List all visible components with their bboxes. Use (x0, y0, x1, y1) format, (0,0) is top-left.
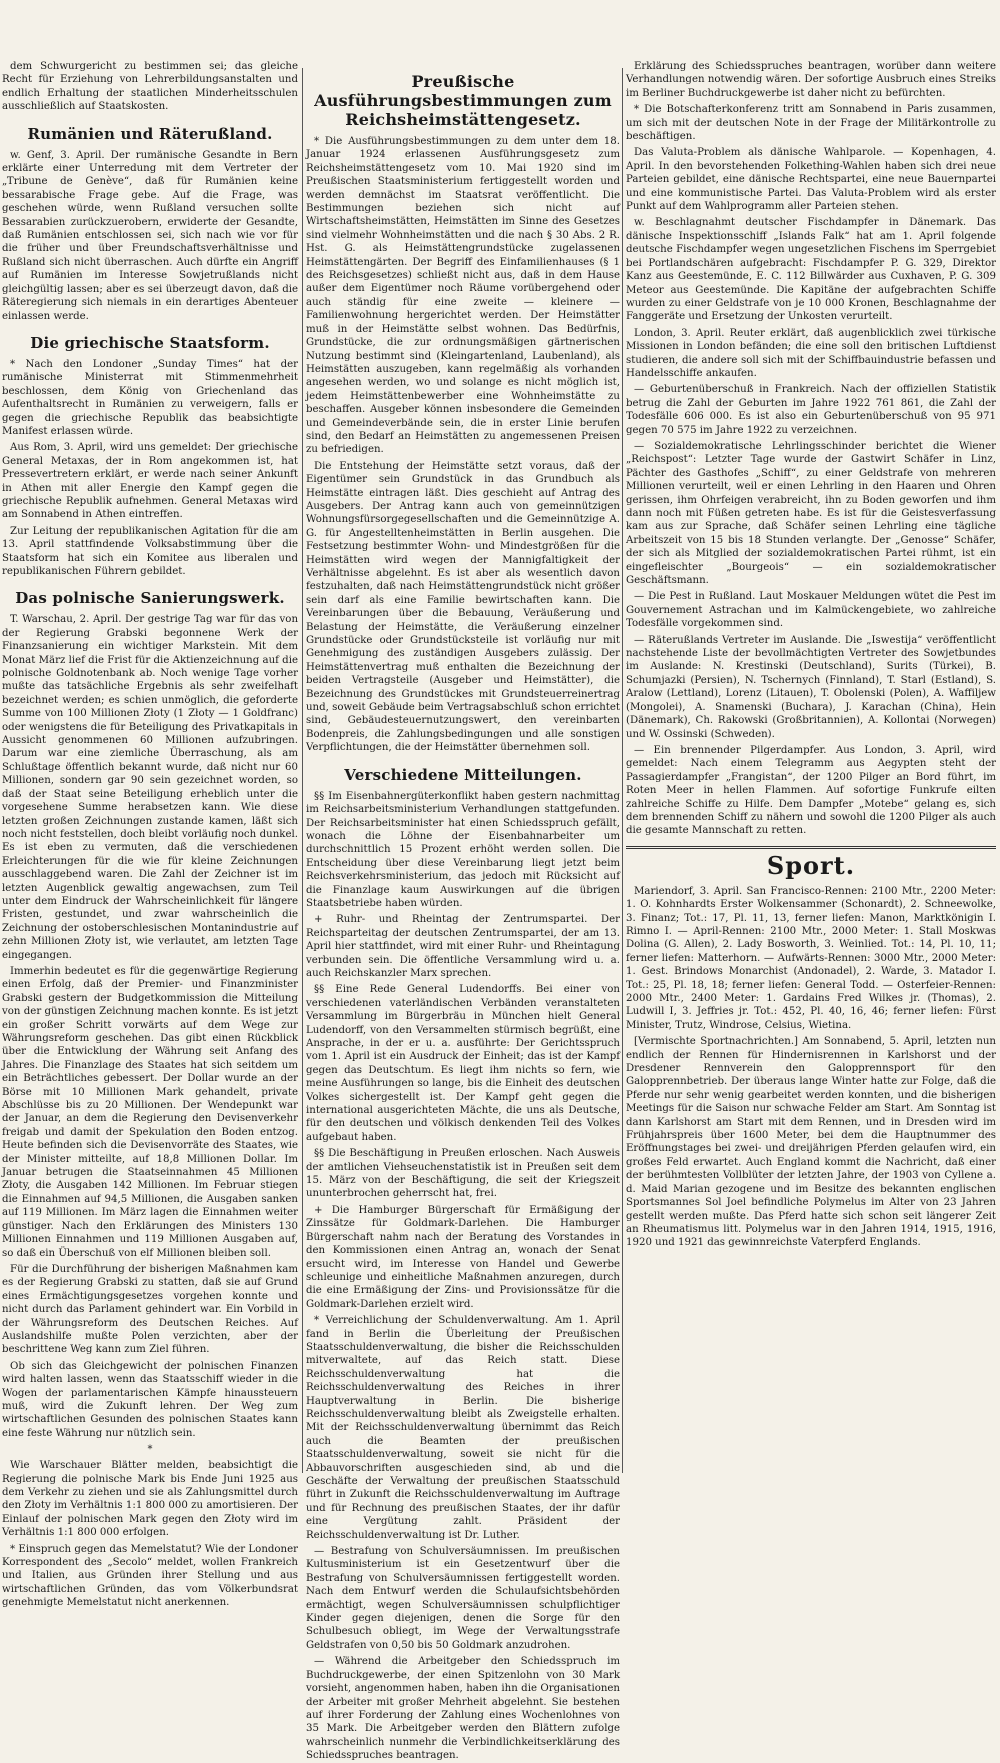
article-paragraph: Mariendorf, 3. April. San Francisco-Rennen: 2100 Mtr., 2200 Meter: 1. O. Kohnhardts Erster Wolkensammer (Schonardt), 2. Schneewolke, 3. Finanz; Tot.: 17, Pl. 11, 13, ferner liefen: Manon, Marktkönigin I. Rimno I. — April-Rennen: 2100 Mtr., 2000 Meter: 1. Stall Moskwas Dolina (G. Allen), 2. Lady Bosworth, 3. Weinlied. Tot.: 14, Pl. 10, 11; ferner liefen: Matterhorn. — Aufwärts-Rennen: 3000 Mtr., 2000 Meter: 1. Gest. Brindows Monarchist (Andonadel), 2. Warde, 3. Matador I. Tot.: 25, Pl. 18, 18; ferner liefen: General Todd. — Osterfeier-Rennen: 2000 Mtr., 2400 Meter: 1. Gardains Fred Wilkes jr. (Thomas), 2. Ludwill I, 3. Jeffries jr. Tot.: 452, Pl. 40, 16, 46; ferner liefen: Fürst Minister, Trutz, Windrose, Celsius, Wietina. (626, 885, 996, 1031)
article-paragraph: Aus Rom, 3. April, wird uns gemeldet: Der griechische General Metaxas, der in Rom angekommen ist, hat Pressevertretern erklärt, er werde nach seiner Ankunft in Athen mit aller Energie den Kampf gegen die griechische Republik aufnehmen. General Metaxas wird am Sonnabend in Athen eintreffen. (2, 442, 298, 521)
article-paragraph: Erklärung des Schiedsspruches beantragen, worüber dann weitere Verhandlungen notwendig wären. Der sofortige Ausbruch eines Streiks im Berliner Buchdruckgewerbe ist daher nicht zu befürchten. (626, 61, 996, 99)
article-paragraph: §§ Die Beschäftigung in Preußen erloschen. Nach Ausweis der amtlichen Viehseuchenstatistik ist in Preußen seit dem 15. März von der Beschäftigung, die seit der Kriegszeit ununterbrochen geherrscht hat, frei. (306, 1148, 620, 1200)
article-paragraph: Wie Warschauer Blätter melden, beabsichtigt die Regierung die polnische Mark bis Ende Juni 1925 aus dem Verkehr zu ziehen und sie als Zahlungsmittel durch den Złoty im Verhältnis 1:1 800 000 zu amortisieren. Der Einlauf der polnischen Mark gegen den Złoty wird im Verhältnis 1:1 800 000 erfolgen. (2, 1460, 298, 1539)
article-paragraph: London, 3. April. Reuter erklärt, daß augenblicklich zwei türkische Missionen in London befänden; die eine soll den britischen Luftdienst studieren, die andere soll sich mit der Schiffbauindustrie befassen und Handelsschiffe ankaufen. (626, 327, 996, 379)
article-paragraph: w. Genf, 3. April. Der rumänische Gesandte in Bern erklärte einer Unterredung mit dem Vertreter der „Tribune de Genève“, daß für Rumänien keine bessarabische Frage gebe. Auf die Frage, was geschehen würde, wenn Rußland versuchen sollte Bessarabien zurückzuerobern, erwiderte der Gesandte, daß Rumänien entschlossen sei, sich nach wie vor für die früher und über Freundschaftsverhältnisse und Rußland sich nicht überraschen. Auch dürfte ein Angriff auf Rumänien im Interesse Sowjetrußlands nicht gleichgültig lassen; aber es sei überzeugt davon, daß die Räteregierung sich niemals in ein derartiges Abenteuer einlassen werde. (2, 149, 298, 322)
article-paragraph: — Während die Arbeitgeber den Schiedsspruch im Buchdruckgewerbe, der einen Spitzenlohn von 30 Mark vorsieht, angenommen haben, haben ihn die Organisationen der Arbeiter mit großer Mehrheit abgelehnt. Sie bestehen auf ihrer Forderung der Zahlung eines Wochenlohnes von 35 Mark. Die Arbeitgeber werden den Blättern zufolge wahrscheinlich nunmehr die Verbindlichkeitserklärung des Schiedsspruches beantragen. (306, 1656, 620, 1762)
article-paragraph: Das Valuta-Problem als dänische Wahlparole. — Kopenhagen, 4. April. In den bevorstehenden Folkething-Wahlen haben sich drei neue Parteien gebildet, eine dänische Rechtspartei, eine neue Bauernpartei und eine kommunistische Partei. Das Valuta-Problem wird als erster Punkt auf dem Wahlprogramm aller Parteien stehen. (626, 147, 996, 213)
article-paragraph: — Geburtenüberschuß in Frankreich. Nach der offiziellen Statistik betrug die Zahl der Geburten im Jahre 1922 761 861, die Zahl der Todesfälle 606 000. Es ist also ein Geburtenüberschuß von 95 971 gegen 70 575 im Jahre 1922 zu verzeichnen. (626, 384, 996, 436)
article-paragraph: [Vermischte Sportnachrichten.] Am Sonnabend, 5. April, letzten nun endlich der Rennen für Hindernisrennen in Karlshorst und der Dresdener Rennverein den Galopprennsport für den Galopprennbetrieb. Der überaus lange Winter hatte zur Folge, daß die Pferde nur sehr wenig gearbeitet werden konnten, und die bisherigen Meetings für die Saison nur schwache Felder am Start. Am Sonntag ist dann Karlshorst am Start mit dem Rennen, und in Dresden wird im Frühjahrspreis über 1600 Meter, bei dem die Hauptnummer des Eröffnungstages bei zwei- und dreijährigen Pferden gelaufen wird, ein großes Feld erwartet. Auch England kommt die Nachricht, daß einer der berühmtesten Vollblüter der letzten Jahre, der 1903 von Cyllene a. d. Maid Marian gezogene und im Besitze des bekannten englischen Sportsmannes Sol Joel befindliche Polymelus im Alter von 23 Jahren gestellt werden mußte. Das Pferd hatte sich schon seit längerer Zeit an Rheumatismus litt. Polymelus war in den Jahren 1914, 1915, 1916, 1920 und 1921 das gewinnreichste Vaterpferd Englands. (626, 1036, 996, 1249)
column-right (626, 60, 996, 1483)
article-headline: Das polnische Sanierungswerk. (15, 589, 285, 608)
article-paragraph: * Einspruch gegen das Memelstatut? Wie der Londoner Korrespondent des „Secolo“ meldet, wollen Frankreich und Italien, aus Gründen ihrer Stellung und aus wirtschaftlichen Gründen, das vom Völkerbundsrat genehmigte Memelstatut nicht anerkennen. (2, 1543, 298, 1609)
article-paragraph: T. Warschau, 2. April. Der gestrige Tag war für das von der Regierung Grabski begonnene Werk der Finanzsanierung ein wichtiger Markstein. Mit dem Monat März lief die Frist für die Aktienzeichnung auf die polnische Goldnotenbank ab. Noch wenige Tage vorher mußte das tatsächliche Ergebnis als sehr zweifelhaft bezeichnet werden; es schien unmöglich, die geforderte Summe von 100 Millionen Złoty (1 Złoty — 1 Goldfranc) oder wenigstens die für Beteiligung des Privatkapitals in Aussicht genommenen 60 Millionen aufzubringen. Darum war eine ziemliche Überraschung, als am Schlußtage öffentlich bekannt wurde, daß nicht nur 60 Millionen, sondern gar 90 sein gezeichnet worden, so daß der Staat seine Beteiligung erheblich unter die vorgesehene Summe herabsetzen kann. Wie diese letzten großen Zeichnungen zustande kamen, läßt sich noch nicht feststellen, doch bleibt vorläufig noch dunkel. Es ist eben zu vermuten, daß die verschiedenen Erleichterungen für die wie für kleine Zeichnungen ausschlaggebend waren. Die Zahl der Zeichner ist im letzten Augenblick gewaltig angewachsen, zum Teil unter dem Eindruck der Wahrscheinlichkeit für längere Fristen, gestundet, und zwar wahrscheinlich die Zeichnung der ostoberschlesischen Montanindustrie auf zehn Millionen Złoty ist, wie verlautet, am letzten Tage eingegangen. (2, 614, 298, 961)
article-paragraph: Für die Durchführung der bisherigen Maßnahmen kam es der Regierung Grabski zu statten, daß sie auf Grund eines Ermächtigungsgesetzes vorgehen konnte und nicht durch das Parlament gehindert war. Ein Vorbild in der Währungsreform des Deutschen Reiches. Auf Auslandshilfe mußte Polen verzichten, aber der beschrittene Weg kann zum Ziel führen. (2, 1263, 298, 1356)
article-paragraph: Immerhin bedeutet es für die gegenwärtige Regierung einen Erfolg, daß der Premier- und Finanzminister Grabski gestern der Budgetkommission die Mitteilung von der günstigen Zeichnung machen konnte. Es ist jetzt ein großer Schritt vorwärts auf dem Wege zur Währungsreform geschehen. Das gibt einen Rückblick über die Entwicklung der Währung seit Anfang des Jahres. Die Finanzlage des Staates hat sich seitdem um ein Beträchtliches gebessert. Der Dollar wurde an der Börse mit 10 Millionen Mark gehandelt, private Abschlüsse bis zu 20 Millionen. Der Wendepunkt war der Januar, an dem die Regierung den Devisenverkehr freigab und damit der Spekulation den Boden entzog. Heute befinden sich die Devisenvorräte des Staates, wie der Minister mitteilte, auf 18,8 Millionen Dollar. Im Januar betrugen die Staatseinnahmen 45 Millionen Złoty, die Ausgaben 142 Millionen. Im Februar stiegen die Einnahmen auf 94,5 Millionen, die Ausgaben sanken auf 119 Millionen. Im März lagen die Einnahmen weiter günstiger. Nach den Erklärungen des Ministers 130 Millionen Einnahmen und 119 Millionen Ausgaben auf, so daß ein Überschuß von elf Millionen bleiben soll. (2, 965, 298, 1259)
section-title-sport: Sport. (766, 850, 856, 880)
article-paragraph: w. Beschlagnahmt deutscher Fischdampfer in Dänemark. Das dänische Inspektionsschiff „Islands Falk“ hat am 1. April folgende deutsche Fischdampfer wegen ungesetzlichen Fischens im Sperrgebiet bei Portlandschären aufgebracht: Fischdampfer P. G. 329, Direktor Kanz aus Geestemünde, E. C. 112 Billwärder aus Cuxhaven, P. G. 309 Meteor aus Geestemünde. Die Kapitäne der aufgebrachten Schiffe wurden zu einer Geldstrafe von je 10 000 Kronen, Beschlagnahme der Fanggeräte und Ersetzung der Unkosten verurteilt. (626, 217, 996, 323)
article-paragraph: §§ Eine Rede General Ludendorffs. Bei einer von verschiedenen vaterländischen Verbänden veranstalteten Versammlung im Bürgerbräu in München hielt General Ludendorff, von den Versammelten stürmisch begrüßt, eine Ansprache, in der er u. a. ausführte: Der Gerichtsspruch vom 1. April ist ein Ausdruck der Einheit; das ist der Kampf gegen das Deutschtum. Es liegt ihm nichts so fern, wie meine Ausführungen so lange, bis die Einheit des deutschen Volkes sichergestellt ist. Der Kampf geht gegen die international ausgerichteten Mächte, die uns als Deutsche, für den deutschen und völkisch denkenden Teil des Volkes aufgebaut haben. (306, 984, 620, 1143)
article-paragraph: — Bestrafung von Schulversäumnissen. Im preußischen Kultusministerium ist ein Gesetzentwurf über die Bestrafung von Schulversäumnissen fertiggestellt worden. Nach dem Entwurf werden die Schulaufsichtsbehörden ermächtigt, wegen Schulversäumnissen schulpflichtiger Kinder gegen diejenigen, denen die Sorge für den Schulbesuch obliegt, im Wege der Verwaltungsstrafe Geldstrafen von 0,50 bis 50 Goldmark anzudrohen. (306, 1546, 620, 1651)
article-headline: Die griechische Staatsform. (30, 333, 270, 352)
article-headline: Verschiedene Mitteilungen. (344, 765, 582, 784)
article-paragraph: — Ein brennender Pilgerdampfer. Aus London, 3. April, wird gemeldet: Nach einem Telegramm aus Aegypten steht der Passagierdampfer „Frangistan“, der 1200 Pilger an Bord führt, im Roten Meer in hellen Flammen. Auf sofortige Funkrufe eilten zahlreiche Schiffe zu Hilfe. Dem Dampfer „Motebe“ gelang es, sich dem brennenden Schiff zu nähern und sowohl die 1200 Pilger als auch die gesamte Mannschaft zu retten. (626, 744, 996, 837)
article-paragraph: — Sozialdemokratische Lehrlingsschinder berichtet die Wiener „Reichspost“: Letzter Tage wurde der Gastwirt Schäfer in Linz, Pächter des Gasthofes „Schiff“, zu einer Geldstrafe von mehreren Millionen verurteilt, weil er einen Lehrling in den Haaren und Ohren gerissen, ihm Ohrfeigen verabreicht, ihn zu Boden geworfen und ihm dann noch mit Füßen getreten habe. Es ist für die Geistesverfassung kam aus zur Sprache, daß Schäfer seinen Lehrling eine tägliche Arbeitszeit von 15 bis 18 Stunden verlangte. Der „Genosse“ Schäfer, der sich als Mitglied der sozialdemokratischen Partei rühmt, ist ein eingefleischter „Bourgeois“ — ein sozialdemokratischer Geschäftsmann. (626, 440, 996, 587)
article-paragraph: * Die Ausführungsbestimmungen zu dem unter dem 18. Januar 1924 erlassenen Ausführungsgesetz zum Reichsheimstättengesetz vom 10. Mai 1920 sind im Preußischen Staatsministerium fertiggestellt worden und werden demnächst im Staatsrat veröffentlicht. Die Bestimmungen beziehen sich nicht auf Wirtschaftsheimstätten, Heimstätten im Sinne des Gesetzes sind vielmehr Wohnheimstätten und die nach § 30 Abs. 2 R. Hst. G. als Heimstättengrundstücke zugelassenen Heimstättengärten. Der Begriff des Einfamilienhauses (§ 1 des Reichsgesetzes) schließt nicht aus, daß in dem Hause außer dem Eigentümer noch Räume vorübergehend oder auch ständig für eine zweite — kleinere — Familienwohnung hergerichtet werden. Der Heimstätter muß in der Heimstätte selbst wohnen. Das Bedürfnis, Grundstücke, die zur ordnungsmäßigen gärtnerischen Nutzung bestimmt sind (Kleingartenland, Laubenland), als Heimstätten auszugeben, kann regelmäßig als vorhanden angesehen werden, wo und solange es nicht möglich ist, jedem Heimstättenbewerber eine Wohnheimstätte zu beschaffen. Ausgeber können insbesondere die Gemeinden und Gemeindeverbände sein, die in erster Linie berufen sind, den Bedarf an Heimstätten zu angemessenen Preisen zu befriedigen. (306, 136, 620, 456)
article-paragraph: + Die Hamburger Bürgerschaft für Ermäßigung der Zinssätze für Goldmark-Darlehen. Die Hamburger Bürgerschaft nahm nach der Beratung des Vorstandes in den Kommissionen einen Antrag an, wonach der Senat ersucht wird, im Interesse von Handel und Gewerbe schleunige und einheitliche Maßnahmen anzuregen, durch die eine Ermäßigung der Zins- und Provisionssätze für die Goldmark-Darlehen erzielt wird. (306, 1204, 620, 1310)
article-paragraph: — Die Pest in Rußland. Laut Moskauer Meldungen wütet die Pest im Gouvernement Astrachan und im Kalmückengebiete, wo zahlreiche Todesfälle vorgekommen sind. (626, 591, 996, 630)
column-divider (302, 68, 303, 1473)
article-paragraph: §§ Im Eisenbahnergüterkonflikt haben gestern nachmittag im Reichsarbeitsministerium Verhandlungen stattgefunden. Der Reichsarbeitsminister hat einen Schiedsspruch gefällt, wonach die Löhne der Eisenbahnarbeiter um durchschnittlich 15 Prozent erhöht werden sollen. Die Entscheidung über diese Vereinbarung liegt jetzt beim Reichsverkehrsministerium, das jedoch mit Rücksicht auf die Finanzlage kaum Auswirkungen auf die übrigen Staatsbetriebe haben würden. (306, 790, 620, 909)
article-paragraph: — Räterußlands Vertreter im Auslande. Die „Iswestija“ veröffentlicht nachstehende Liste der bevollmächtigten Vertreter des Sowjetbundes im Auslande: N. Krestinski (Deutschland), Surits (Türkei), B. Schumjazki (Persien), N. Tschernych (Finnland), T. Starl (Estland), S. Aralow (Lettland), Lorenz (Litauen), T. Obolenski (Polen), A. Waffiljew (Mongolei), A. Snamenski (Buchara), J. Karachan (China), Hein (Dänemark), Ch. Rakowski (Großbritannien), A. Kollontai (Norwegen) und W. Ossinski (Schweden). (626, 634, 996, 740)
article-paragraph: Ob sich das Gleichgewicht der polnischen Finanzen wird halten lassen, wenn das Staatsschiff wieder in die Wogen der parlamentarischen Kämpfe hinaussteuern muß, wird die Zukunft lehren. Der Weg zum wirtschaftlichen Gesunden des polnischen Staates kann eine feste Währung nur nützlich sein. (2, 1360, 298, 1439)
article-paragraph: + Ruhr- und Rheintag der Zentrumspartei. Der Reichsparteitag der deutschen Zentrumspartei, der am 13. April hier stattfindet, wird mit einer Ruhr- und Rheintagung verbunden sein. Die öffentliche Versammlung wird u. a. auch Reichskanzler Marx sprechen. (306, 914, 620, 979)
article-paragraph: Die Entstehung der Heimstätte setzt voraus, daß der Eigentümer sein Grundstück in das Grundbuch als Heimstätte eintragen läßt. Dies geschieht auf Antrag des Ausgebers. Der Antrag kann auch von gemeinnützigen Wohnungsfürsorgegesellschaften und die Gemeinnützige A. G. für Angestelltenheimstätten in Berlin ausgehen. Die Festsetzung bestimmter Wohn- und Mindestgrößen für die Heimstätten wird wegen der Mannigfaltigkeit der Verhältnisse abgelehnt. Es ist aber als wesentlich davon festzuhalten, daß nach Heimstättengrundstück nicht größer sein darf als eine Familie bewirtschaften kann. Die Vereinbarungen über die Bebauung, Veräußerung und Belastung der Heimstätte, die Veräußerung einzelner Grundstücke oder Grundstücksteile ist vorläufig nur mit Genehmigung des zuständigen Ausgebers zulässig. Der Heimstättenvertrag muß enthalten die Bezeichnung der beiden Vertragsteile (Ausgeber und Heimstätter), die Bezeichnung des Grundstückes mit Grundsteuerreinertrag und, soweit Gebäude beim Vertragsabschluß schon errichtet sind, Gebäudesteuernutzungswert, den vereinbarten Bodenpreis, die Zahlungsbedingungen und alle sonstigen Verpflichtungen, die der Heimstätter übernehmen soll. (306, 460, 620, 754)
article-paragraph: * Die Botschafterkonferenz tritt am Sonnabend in Paris zusammen, um sich mit der deutschen Note in der Frage der Militärkontrolle zu beschäftigen. (626, 104, 996, 143)
section-separator: * (147, 1444, 153, 1456)
column-left (2, 60, 298, 1609)
column-divider (622, 68, 623, 1473)
article-headline: Rumänien und Räterußland. (27, 124, 273, 143)
article-paragraph: * Nach den Londoner „Sunday Times“ hat der rumänische Ministerrat mit Stimmenmehrheit beschlossen, dem König von Griechenland das Aufenthaltsrecht in Rumänien zu verweigern, falls er gegen die griechische Republik das beabsichtigte Manifest erlassen würde. (2, 358, 298, 437)
article-paragraph: dem Schwurgericht zu bestimmen sei; das gleiche Recht für Erziehung von Lehrerbildungsanstalten und endlich Erhaltung der staatlichen Minderheitsschulen ausschließlich auf Staatskosten. (2, 61, 298, 113)
article-paragraph: * Verreichlichung der Schuldenverwaltung. Am 1. April fand in Berlin die Überleitung der Preußischen Staatsschuldenverwaltung, die bisher die Reichsschulden mitverwaltete, auf das Reich statt. Diese Reichsschuldenverwaltung hat die Reichsschuldenverwaltung des Reiches in ihrer Hauptverwaltung in Berlin. Die bisherige Reichsschuldenverwaltung bleibt als Zweigstelle erhalten. Mit der Reichsschuldenverwaltung übernimmt das Reich auch die Beamten der preußischen Staatsschuldenverwaltung, soweit sie nicht für die Abbauvorschriften ausgeschieden sind, ab und die Geschäfte der Verwaltung der preußischen Staatsschuld führt in Zukunft die Reichsschuldenverwaltung im Auftrage und für Rechnung des preußischen Staates, der ihr dafür eine Vergütung zahlt. Präsident der Reichsschuldenverwaltung ist Dr. Luther. (306, 1315, 620, 1541)
article-paragraph: Zur Leitung der republikanischen Agitation für die am 13. April stattfindende Volksabstimmung über die Staatsform hat sich ein Komitee aus liberalen und republikanischen Führern gebildet. (2, 525, 298, 577)
article-headline: Preußische Ausführungsbestimmungen zum Reichsheimstättengesetz. (314, 72, 612, 129)
sport-section-divider (626, 846, 996, 849)
column-middle (306, 60, 620, 1762)
